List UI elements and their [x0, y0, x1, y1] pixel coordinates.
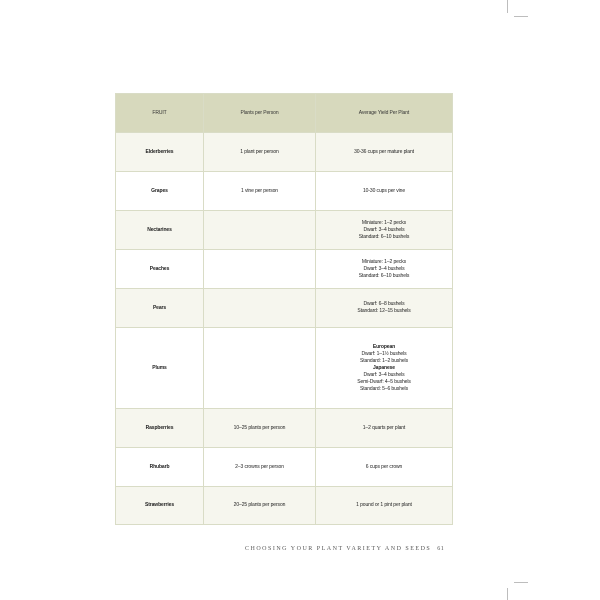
fruit-cell: Elderberries — [116, 133, 204, 172]
fruit-cell: Plums — [116, 328, 204, 409]
yield-line: Standard: 5–6 bushels — [360, 385, 408, 392]
yield-line: Dwarf: 3–4 bushels — [363, 371, 405, 378]
fruit-cell: Raspberries — [116, 409, 204, 448]
fruit-cell: Nectarines — [116, 211, 204, 250]
crop-mark — [507, 588, 508, 600]
plants-per-person-cell — [204, 211, 316, 250]
fruit-cell: Peaches — [116, 250, 204, 289]
running-head: CHOOSING YOUR PLANT VARIETY AND SEEDS — [245, 546, 432, 552]
header-average-yield: Average Yield Per Plant — [316, 94, 453, 133]
fruit-cell: Grapes — [116, 172, 204, 211]
table-row — [116, 211, 453, 250]
yield-subheading: Japanese — [373, 364, 395, 371]
yield-line: 1–2 quarts per plant — [362, 424, 406, 431]
table-row — [116, 448, 453, 487]
crop-mark — [514, 582, 528, 583]
yield-line: Dwarf: 1–1½ bushels — [361, 350, 407, 357]
yield-line: Dwarf: 6–8 bushels — [363, 301, 405, 307]
table-row — [116, 328, 453, 409]
plants-per-person-cell: 1 plant per person — [204, 133, 316, 172]
yield-line: Standard: 6–10 bushels — [358, 272, 410, 279]
yield-line: Standard: 1–2 bushels — [360, 357, 408, 364]
yield-cell — [316, 133, 453, 172]
yield-line: 1 pound or 1 pint per plant — [356, 502, 412, 508]
yield-line: Dwarf: 3–4 bushels — [363, 265, 405, 272]
table-row — [116, 250, 453, 289]
yield-cell — [316, 250, 453, 289]
plants-per-person-cell: 10–25 plants per person — [204, 409, 316, 448]
yield-cell — [316, 172, 453, 211]
fruit-cell: Strawberries — [116, 487, 204, 525]
yield-line: Standard: 6–10 bushels — [358, 233, 410, 240]
yield-cell — [316, 211, 453, 250]
table-body — [116, 133, 453, 525]
table-row — [116, 172, 453, 211]
page-number: 61 — [437, 546, 445, 552]
plants-per-person-cell: 20–25 plants per person — [204, 487, 316, 525]
plants-per-person-cell: 2–3 crowns per person — [204, 448, 316, 487]
yield-line: 10-30 cups per vine — [362, 187, 406, 194]
plants-per-person-cell: 1 vine per person — [204, 172, 316, 211]
fruit-yield-table — [115, 93, 453, 525]
header-fruit: FRUIT — [116, 94, 204, 133]
table-row — [116, 487, 453, 525]
yield-cell — [316, 289, 453, 328]
running-footer — [245, 546, 460, 556]
yield-line: 6 cups per crown — [365, 463, 403, 470]
yield-line: Semi-Dwarf: 4–5 bushels — [357, 378, 411, 385]
fruit-cell: Pears — [116, 289, 204, 328]
yield-cell — [316, 409, 453, 448]
plants-per-person-cell — [204, 289, 316, 328]
table-row — [116, 289, 453, 328]
crop-mark — [507, 0, 508, 13]
fruit-cell: Rhubarb — [116, 448, 204, 487]
header-plants-per-person: Plants per Person — [204, 94, 316, 133]
plants-per-person-cell — [204, 250, 316, 289]
header-row — [116, 94, 453, 133]
yield-line: 30-36 cups per mature plant — [354, 148, 414, 155]
yield-line: Dwarf: 3–4 bushels — [363, 226, 405, 233]
yield-cell — [316, 487, 453, 525]
table-header — [116, 94, 453, 133]
yield-line: Miniature: 1–2 pecks — [361, 219, 407, 226]
crop-mark — [514, 16, 528, 17]
yield-cell — [316, 328, 453, 409]
table-row — [116, 409, 453, 448]
yield-line: Standard: 12–15 bushels — [357, 308, 411, 314]
yield-subheading: European — [372, 343, 396, 350]
yield-line: Miniature: 1–2 pecks — [361, 258, 407, 265]
table-row — [116, 133, 453, 172]
plants-per-person-cell — [204, 328, 316, 409]
yield-cell — [316, 448, 453, 487]
